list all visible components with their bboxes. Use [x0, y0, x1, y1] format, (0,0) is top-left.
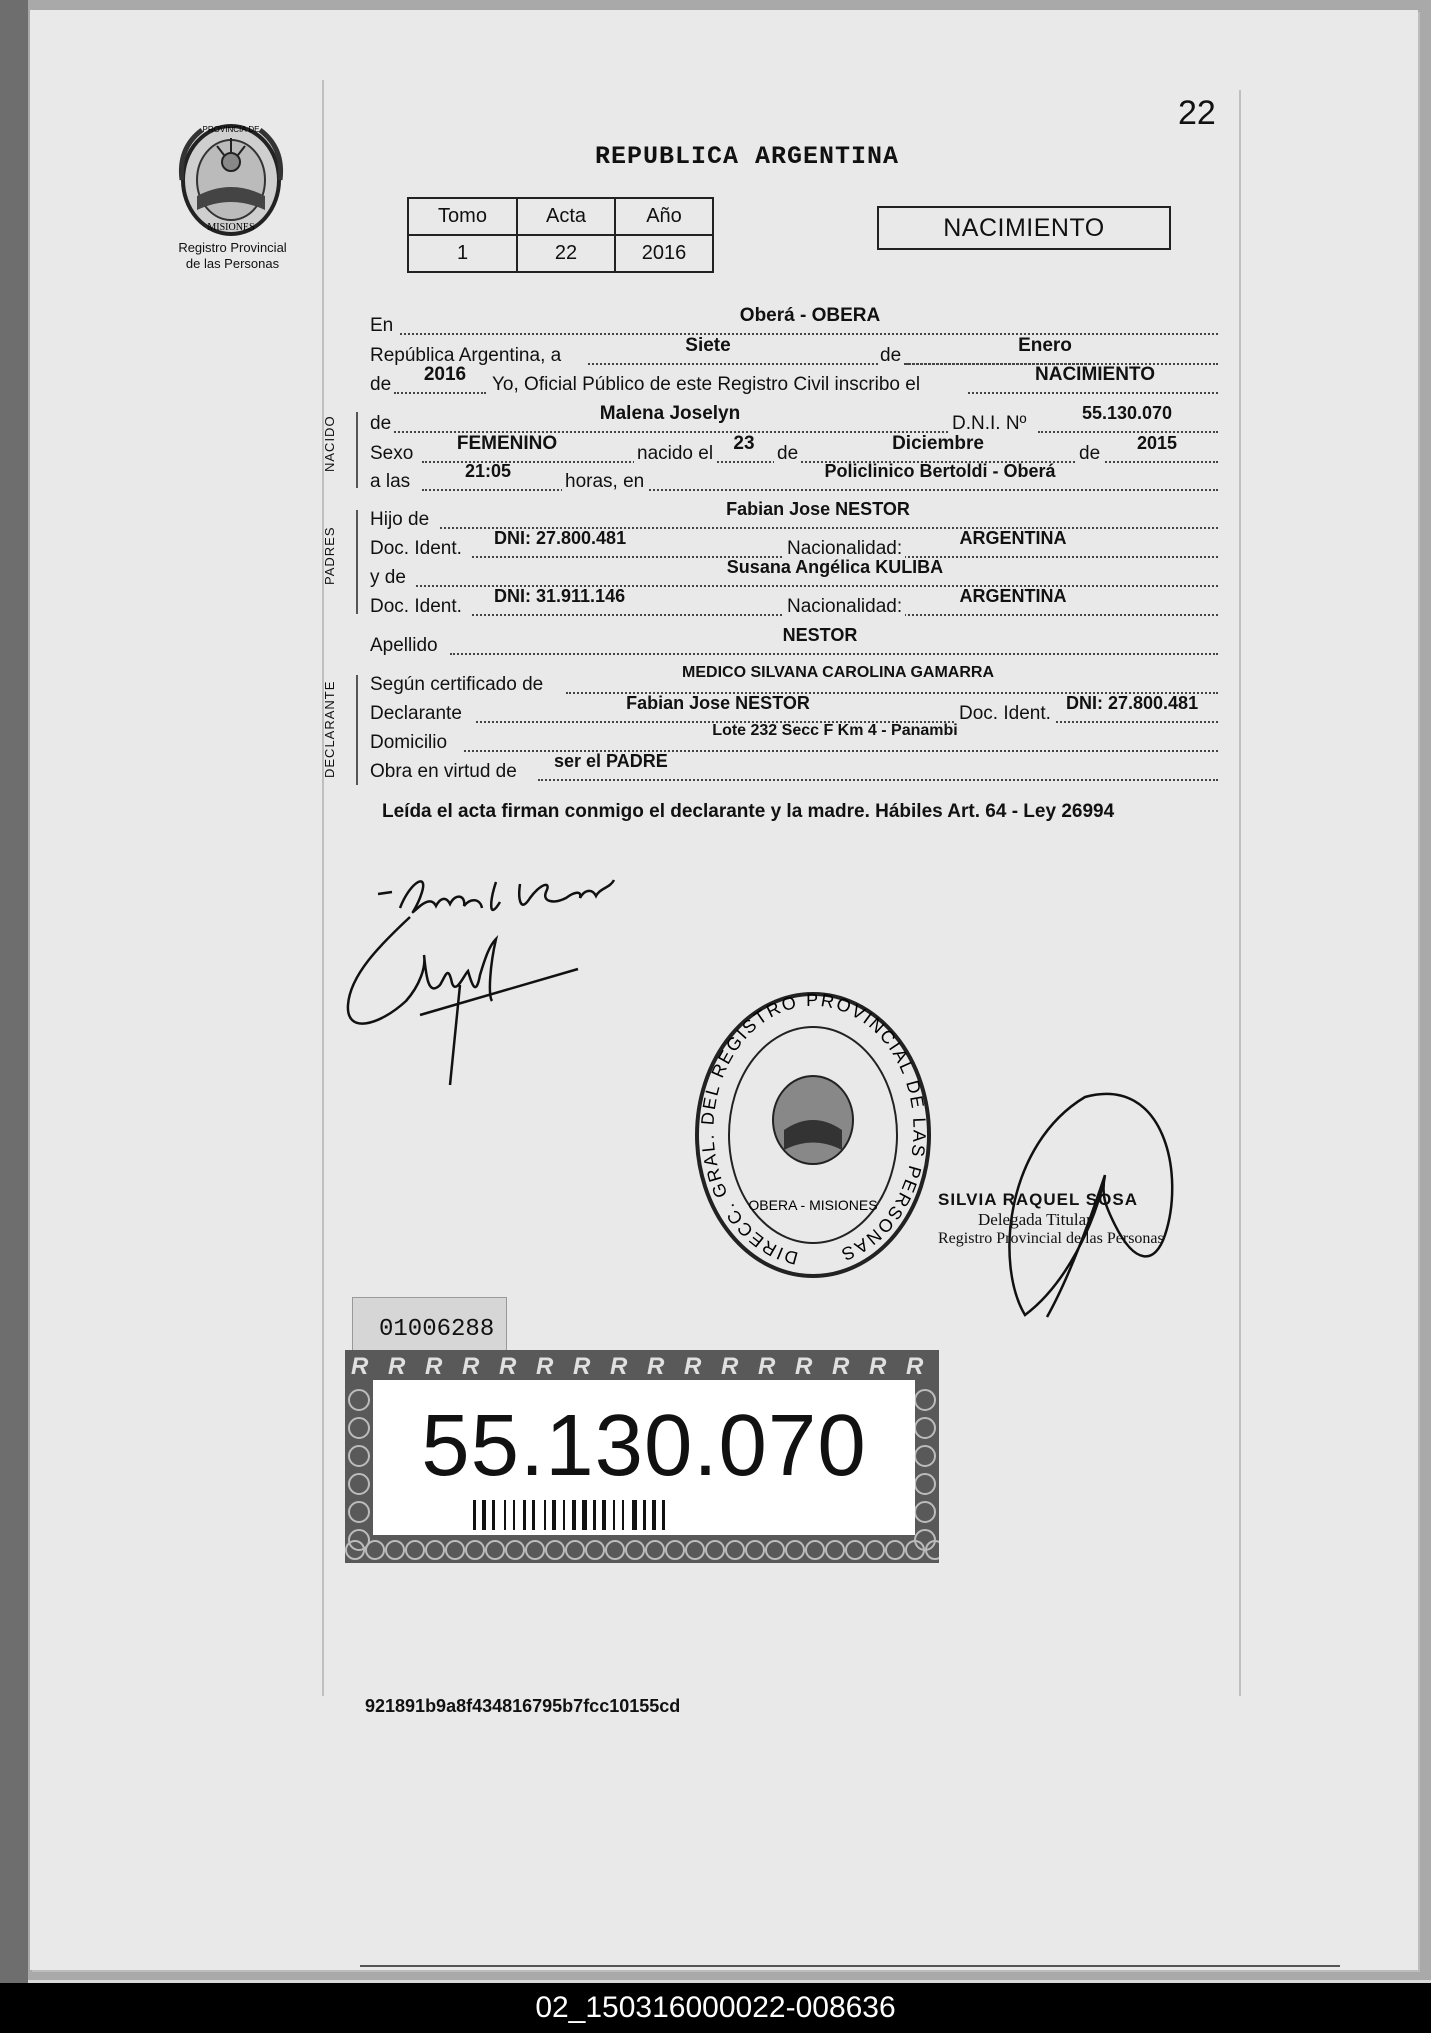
label-doc-ident: Doc. Ident.: [370, 596, 462, 617]
tomo-acta-anio-table: [407, 197, 714, 273]
margin-line-left: [322, 80, 324, 1696]
pattern-swirl: [426, 1541, 444, 1559]
value-padre-doc: DNI: 27.800.481: [494, 528, 627, 548]
pattern-letter: R: [610, 1353, 628, 1380]
barcode-bar: [652, 1500, 656, 1530]
value-dni: 55.130.070: [1081, 403, 1173, 423]
barcode-bar: [602, 1500, 606, 1530]
pattern-letter: R: [462, 1353, 480, 1380]
label-de2: de: [370, 374, 392, 395]
label-doc-ident: Doc. Ident.: [370, 538, 462, 559]
pattern-letter: R: [499, 1353, 517, 1380]
label-yo: Yo, Oficial Público de este Registro Civil inscribo el: [492, 374, 921, 395]
logo-caption-line2: de las Personas: [185, 256, 280, 271]
barcode-bar: [572, 1500, 576, 1530]
seal-ring-text: DIRECC. GRAL. DEL REGISTRO PROVINCIAL DE LAS PERSONAS: [697, 990, 930, 1269]
side-divider: [356, 510, 358, 614]
pattern-swirl: [406, 1541, 424, 1559]
next-page-edge: [360, 1965, 1340, 1985]
barcode-bar: [504, 1500, 506, 1530]
barcode-bar: [482, 1500, 486, 1530]
scan-id-bar: [0, 1983, 1431, 2033]
dotted-line: [400, 333, 1218, 335]
pattern-swirl: [726, 1541, 744, 1559]
table-value-cell: 1: [408, 235, 517, 272]
label-de3: de: [370, 413, 392, 434]
label-obra: Obra en virtud de: [370, 761, 517, 782]
value-en: Oberá - OBERA: [739, 305, 881, 326]
value-nac-mes: Diciembre: [892, 433, 984, 454]
pattern-swirl: [666, 1541, 684, 1559]
pattern-swirl: [546, 1541, 564, 1559]
label-y-de: y de: [370, 567, 406, 588]
page-number: 22: [1178, 94, 1216, 132]
official-name: SILVIA RAQUEL SOSA: [938, 1190, 1138, 1209]
pattern-letter: R: [869, 1353, 887, 1380]
pattern-letter: R: [425, 1353, 443, 1380]
barcode-bar: [613, 1500, 615, 1530]
pattern-swirl: [566, 1541, 584, 1559]
barcode-bar: [662, 1500, 665, 1530]
table-value-cell: 2016: [615, 235, 713, 272]
row-obra: [370, 751, 1218, 787]
barcode-bar: [563, 1500, 565, 1530]
pattern-letter: R: [351, 1353, 369, 1380]
label-apellido: Apellido: [370, 635, 438, 656]
label-decl-doc: Doc. Ident.: [956, 703, 1054, 725]
pattern-letter: R: [647, 1353, 665, 1380]
value-certificado: MEDICO SILVANA CAROLINA GAMARRA: [682, 664, 994, 681]
value-nac-anio: 2015: [1136, 433, 1178, 453]
dotted-line: [394, 392, 486, 394]
binding-edge: [0, 0, 28, 1985]
pattern-swirl: [915, 1530, 935, 1550]
logo-caption-line1: Registro Provincial: [178, 240, 287, 255]
value-nombre: Malena Joselyn: [599, 403, 741, 424]
label-horas-en: horas, en: [562, 471, 647, 493]
table-value-row: [408, 235, 713, 272]
dotted-line: [422, 489, 1218, 491]
official-org: Registro Provincial de las Personas: [938, 1230, 1164, 1247]
value-madre-doc: DNI: 31.911.146: [494, 586, 626, 606]
pattern-letter: R: [758, 1353, 776, 1380]
barcode-bar: [513, 1500, 515, 1530]
pattern-swirl: [626, 1541, 644, 1559]
label-nacionalidad: Nacionalidad:: [784, 596, 905, 618]
label-sexo: Sexo: [370, 443, 414, 464]
pattern-swirl: [466, 1541, 484, 1559]
pattern-swirl: [646, 1541, 664, 1559]
official-role: Delegada Titular: [978, 1210, 1092, 1229]
value-obra: ser el PADRE: [554, 751, 668, 771]
value-hora: 21:05: [464, 461, 512, 481]
row-en: [370, 305, 1218, 341]
pattern-swirl: [349, 1418, 369, 1438]
pattern-swirl: [826, 1541, 844, 1559]
row-madre-doc: [370, 586, 1218, 622]
pattern-letter: R: [721, 1353, 739, 1380]
pattern-swirl: [606, 1541, 624, 1559]
pattern-swirl: [915, 1390, 935, 1410]
pattern-swirl: [786, 1541, 804, 1559]
pattern-swirl: [915, 1474, 935, 1494]
table-header-cell: Año: [615, 198, 713, 235]
pattern-swirl: [706, 1541, 724, 1559]
barcode-bar: [593, 1500, 596, 1530]
document-hash: 921891b9a8f434816795b7fcc10155cd: [365, 1696, 681, 1716]
act-type-box: NACIMIENTO: [877, 206, 1171, 250]
pattern-swirl: [349, 1474, 369, 1494]
pattern-swirl: [486, 1541, 504, 1559]
barcode-bar: [632, 1500, 637, 1530]
barcode-bar: [532, 1500, 535, 1530]
value-padre: Fabian Jose NESTOR: [726, 499, 910, 519]
label-de: de: [880, 345, 902, 366]
side-label-padres: PADRES: [322, 526, 337, 585]
table-header-cell: Tomo: [408, 198, 517, 235]
label-certificado: Según certificado de: [370, 674, 544, 695]
pattern-letter: R: [906, 1353, 924, 1380]
barcode-bar: [582, 1500, 587, 1530]
pattern-swirl: [915, 1502, 935, 1522]
barcode-bar: [643, 1500, 646, 1530]
value-inscribe: NACIMIENTO: [1035, 364, 1155, 385]
value-mes: Enero: [1018, 335, 1072, 356]
side-divider: [356, 412, 358, 488]
barcode-bar: [552, 1500, 556, 1530]
provincial-coat-of-arms-icon: [172, 118, 290, 238]
pattern-swirl: [586, 1541, 604, 1559]
row-hora: [370, 461, 1218, 497]
label-de4: de: [774, 443, 801, 465]
label-republica: República Argentina, a: [370, 345, 562, 366]
pattern-letter: R: [684, 1353, 702, 1380]
pattern-letter: R: [536, 1353, 554, 1380]
value-apellido: NESTOR: [782, 625, 858, 645]
barcode-bar: [492, 1500, 495, 1530]
pattern-swirl: [886, 1541, 904, 1559]
pattern-swirl: [349, 1446, 369, 1466]
value-declarante: Fabian Jose NESTOR: [626, 693, 810, 713]
margin-line-right: [1239, 90, 1241, 1696]
side-divider: [356, 675, 358, 785]
table-value-cell: 22: [517, 235, 615, 272]
pattern-swirl: [846, 1541, 864, 1559]
row-apellido: [370, 625, 1218, 661]
value-nac-dia: 23: [733, 433, 755, 454]
dotted-line: [968, 392, 1218, 394]
pattern-letter: R: [832, 1353, 850, 1380]
pattern-swirl: [806, 1541, 824, 1559]
value-decl-doc: DNI: 27.800.481: [1066, 693, 1199, 713]
id-number: 55.130.070: [421, 1397, 867, 1494]
registry-seal-stamp: [692, 990, 934, 1280]
value-padre-nac: ARGENTINA: [959, 528, 1067, 548]
value-dia: Siete: [685, 335, 731, 356]
official-block: [938, 1190, 1164, 1248]
pattern-swirl: [866, 1541, 884, 1559]
id-number-panel: [373, 1380, 915, 1535]
control-number: 01006288: [379, 1316, 495, 1343]
pattern-letter: R: [795, 1353, 813, 1380]
signature-madre: [340, 905, 580, 1090]
pattern-swirl: [366, 1541, 384, 1559]
id-security-band: [345, 1350, 939, 1563]
dotted-line: [1038, 431, 1218, 433]
pattern-swirl: [506, 1541, 524, 1559]
value-madre-nac: ARGENTINA: [959, 586, 1067, 606]
pattern-swirl: [915, 1418, 935, 1438]
value-domicilio: Lote 232 Secc F Km 4 - Panambi: [712, 722, 958, 739]
label-hijo-de: Hijo de: [370, 509, 430, 530]
barcode-bar: [544, 1500, 546, 1530]
barcode-bar: [473, 1500, 476, 1530]
label-a-las: a las: [370, 471, 411, 492]
pattern-swirl: [349, 1390, 369, 1410]
pattern-swirl: [915, 1446, 935, 1466]
pattern-letter: R: [388, 1353, 406, 1380]
label-nacionalidad: Nacionalidad:: [784, 538, 905, 560]
barcode-icon: [473, 1500, 833, 1530]
pattern-swirl: [526, 1541, 544, 1559]
label-declarante: Declarante: [370, 703, 462, 724]
barcode-bar: [622, 1500, 624, 1530]
side-label-declarante: DECLARANTE: [322, 680, 337, 778]
pattern-swirl: [446, 1541, 464, 1559]
pattern-letter: R: [573, 1353, 591, 1380]
table-header-row: [408, 198, 713, 235]
side-label-nacido: NACIDO: [322, 415, 337, 472]
logo-text-top: PROVINCIA DE: [202, 125, 260, 134]
dotted-line: [450, 653, 1218, 655]
row-domicilio: [370, 722, 1218, 758]
label-de5: de: [1076, 443, 1103, 465]
value-madre: Susana Angélica KULIBA: [726, 557, 944, 577]
document-title: REPUBLICA ARGENTINA: [595, 142, 900, 171]
pattern-swirl: [746, 1541, 764, 1559]
dotted-line: [538, 779, 1218, 781]
label-nacido-el: nacido el: [634, 443, 716, 465]
logo-caption: [150, 240, 315, 272]
scan-id: 02_150316000022-008636: [535, 1991, 896, 2024]
label-en: En: [370, 315, 394, 336]
pattern-swirl: [766, 1541, 784, 1559]
seal-inner-text: OBERA - MISIONES: [748, 1197, 878, 1213]
logo-text-bottom: MISIONES: [207, 222, 255, 233]
pattern-swirl: [686, 1541, 704, 1559]
row-inscribo: [370, 364, 1218, 400]
barcode-bar: [523, 1500, 526, 1530]
value-anio: 2016: [423, 364, 467, 385]
value-sexo: FEMENINO: [456, 433, 558, 454]
pattern-swirl: [349, 1502, 369, 1522]
label-dni: D.N.I. Nº: [952, 413, 1027, 434]
table-header-cell: Acta: [517, 198, 615, 235]
label-domicilio: Domicilio: [370, 732, 448, 753]
pattern-swirl: [386, 1541, 404, 1559]
legal-text: Leída el acta firman conmigo el declarante y la madre. Hábiles Art. 64 - Ley 26994: [382, 801, 1115, 822]
value-lugar: Policlinico Bertoldi - Oberá: [824, 461, 1056, 481]
